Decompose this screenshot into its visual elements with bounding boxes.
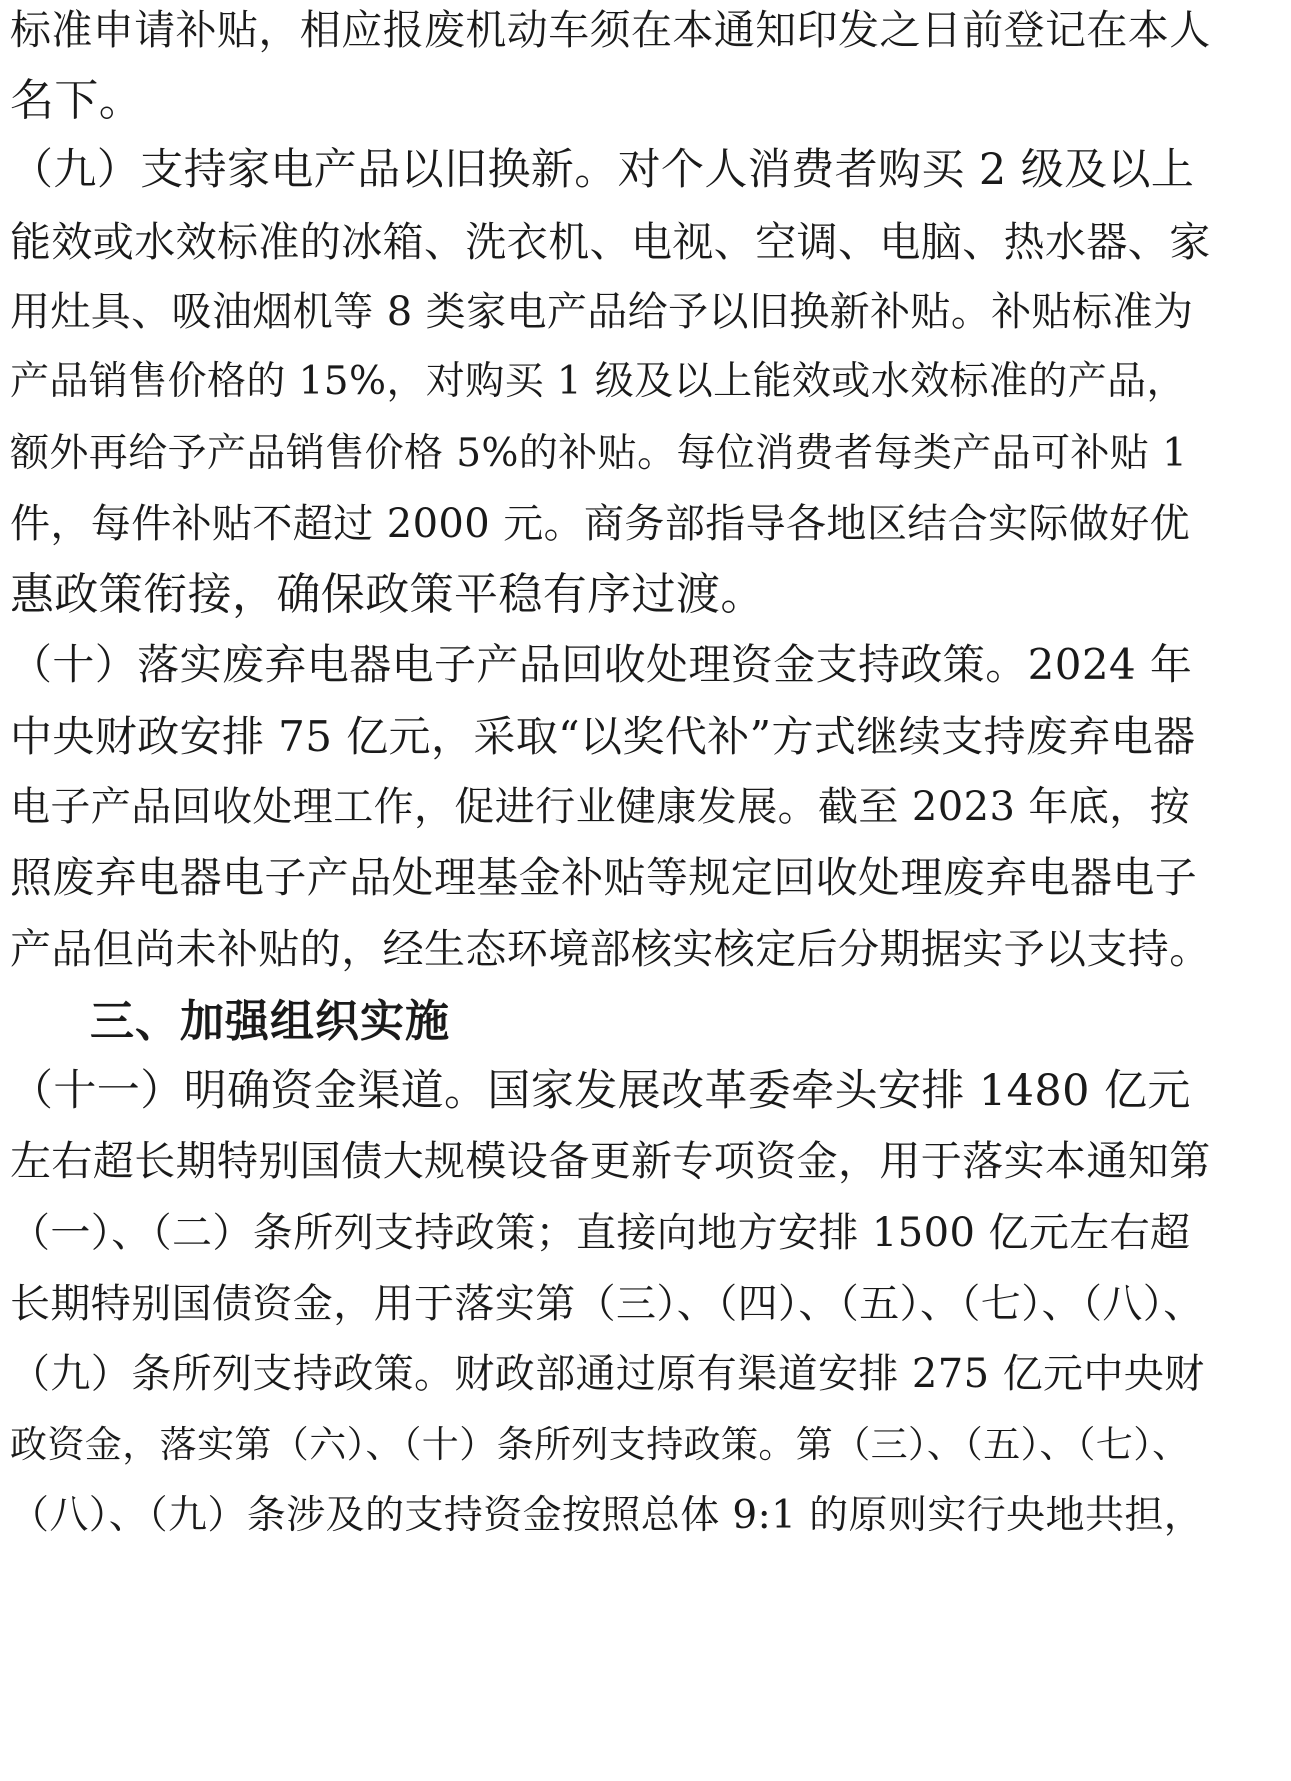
text-line: 能效或水效标准的冰箱、洗衣机、电视、空调、电脑、热水器、家 [10, 218, 1211, 266]
text-line: 照废弃电器电子产品处理基金补贴等规定回收处理废弃电器电子 [10, 853, 1198, 902]
text-line: 标准申请补贴，相应报废机动车须在本通知印发之日前登记在本人 [10, 6, 1211, 54]
text-line: 中央财政安排 75 亿元，采取“以奖代补”方式继续支持废弃电器 [10, 712, 1196, 761]
text-line: 产品销售价格的 15%，对购买 1 级及以上能效或水效标准的产品， [10, 359, 1186, 404]
text-line: 件，每件补贴不超过 2000 元。商务部指导各地区结合实际做好优 [10, 501, 1191, 547]
text-line: 额外再给予产品销售价格 5%的补贴。每位消费者每类产品可补贴 1 [10, 431, 1188, 476]
text-line: 政资金，落实第（六）、（十）条所列支持政策。第（三）、（五）、（七）、 [10, 1423, 1190, 1466]
text-line: （八）、（九）条涉及的支持资金按照总体 9:1 的原则实行央地共担， [10, 1493, 1204, 1538]
text-line: （一）、（二）条所列支持政策；直接向地方安排 1500 亿元左右超 [10, 1210, 1191, 1256]
text-line: 电子产品回收处理工作，促进行业健康发展。截至 2023 年底，按 [10, 784, 1191, 830]
text-line: 长期特别国债资金，用于落实第（三）、（四）、（五）、（七）、（八）、 [10, 1281, 1204, 1327]
text-line: （十一）明确资金渠道。国家发展改革委牵头安排 1480 亿元 [10, 1066, 1191, 1116]
text-line: 惠政策衔接，确保政策平稳有序过渡。 [10, 569, 765, 620]
text-line: （九）支持家电产品以旧换新。对个人消费者购买 2 级及以上 [10, 145, 1195, 195]
text-line: 产品但尚未补贴的，经生态环境部核实核定后分期据实予以支持。 [10, 925, 1211, 973]
section-heading: 三、加强组织实施 [90, 996, 450, 1047]
text-line: 用灶具、吸油烟机等 8 类家电产品给予以旧换新补贴。补贴标准为 [10, 289, 1194, 335]
text-line: 左右超长期特别国债大规模设备更新专项资金，用于落实本通知第 [10, 1137, 1211, 1185]
text-line: （九）条所列支持政策。财政部通过原有渠道安排 275 亿元中央财 [10, 1351, 1205, 1397]
text-line: 名下。 [10, 75, 144, 126]
text-line: （十）落实废弃电器电子产品回收处理资金支持政策。2024 年 [10, 640, 1193, 689]
